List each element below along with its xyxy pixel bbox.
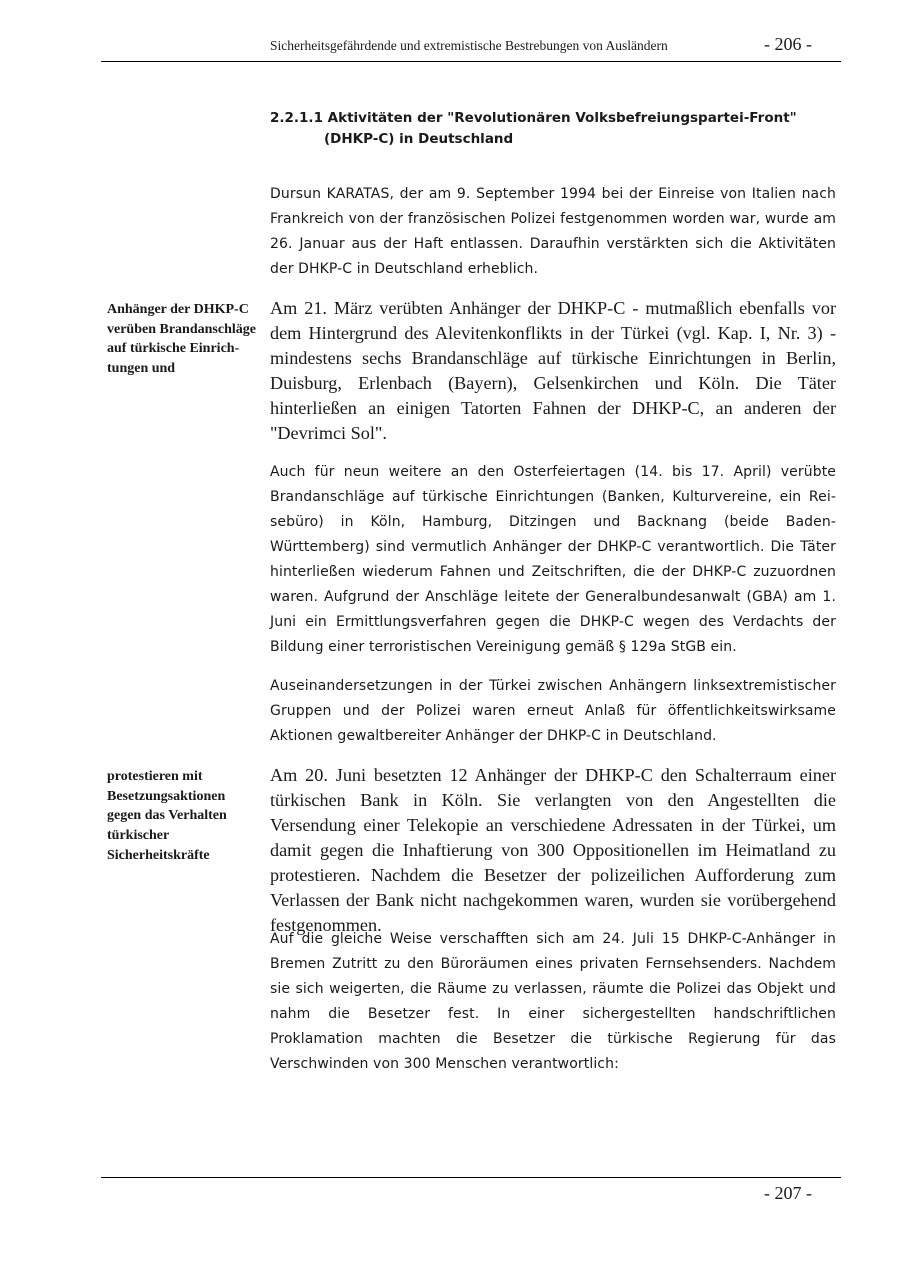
paragraph-cologne-bank: Am 20. Juni besetzten 12 Anhänger der DHKP-C den Schalterraum einer türkischen Bank in Köln. Sie verlangten von den Angestellten die Versendung einer Telekopie an verschiedene Adressaten in der Türkei, um damit gegen die Inhaftierung von 300 Oppositionellen im Heimatland zu protestieren. Nachdem die Besetzer der polizeilichen Aufforderung zum Verlassen der Bank nicht nachgekommen waren, wurden sie vorübergehend festgenommen. xyxy=(270,765,836,935)
margin-note-occupations: protestieren mit Besetzungsaktionen gegen das Verhalten türkischer Sicherheitskräfte xyxy=(107,769,227,863)
header-rule xyxy=(101,61,841,62)
paragraph-march-attacks: Am 21. März verübten Anhänger der DHKP-C - mutmaßlich ebenfalls vor dem Hintergrund des Alevitenkonflikts in der Türkei (vgl. Kap. I, Nr. 3) - mindestens sechs Brandanschläge auf türkische Einrichtungen in Berlin, Duisburg, Erlenbach (Bayern), Gelsenkirchen und Köln. Die Täter hinterließen an einigen Tatorten Fahnen der DHKP-C, an anderen der "Devrimci Sol". xyxy=(270,298,836,443)
paragraph-easter-attacks: Auch für neun weitere an den Osterfeiertagen (14. bis 17. April) verübte Brandanschläge auf türkische Einrichtungen (Banken, Kulturvereine, ein Rei-sebüro) in Köln, Hamburg, Ditzingen und Backnang (beide Baden-Württemberg) sind vermutlich Anhänger der DHKP-C verantwortlich. Die Täter hinterließen wiederum Fahnen und Zeitschriften, die der DHKP-C zuzuordnen waren. Aufgrund der Anschläge leitete der Generalbundesanwalt (GBA) am 1. Juni ein Ermittlungsverfahren gegen die DHKP-C wegen des Verdachts der Bildung einer terroristischen Vereinigung gemäß § 129a StGB ein. xyxy=(270,464,836,655)
footer-rule xyxy=(101,1177,841,1178)
page-header-title: Sicherheitsgefährdende und extremistische Bestrebungen von Ausländern xyxy=(270,38,668,53)
page-header-number: - 206 - xyxy=(764,34,812,54)
section-heading: 2.2.1.1 Aktivitäten der "Revolutionären Volksbefreiungspartei-Front" (DHKP-C) in Deutschland xyxy=(270,110,797,147)
paragraph-karatas: Dursun KARATAS, der am 9. September 1994 bei der Einreise von Italien nach Frankreich von der französischen Polizei festgenommen worden war, wurde am 26. Januar aus der Haft entlassen. Daraufhin verstärkten sich die Aktivitäten der DHKP-C in Deutschland erheblich. xyxy=(270,186,836,277)
paragraph-conflicts: Auseinandersetzungen in der Türkei zwischen Anhängern linksextremistischer Gruppen und der Polizei waren erneut Anlaß für öffentlichkeitswirksame Aktionen gewaltbereiter Anhänger der DHKP-C in Deutschland. xyxy=(270,678,836,744)
paragraph-bremen-tv: Auf die gleiche Weise verschafften sich am 24. Juli 15 DHKP-C-Anhänger in Bremen Zutritt zu den Büroräumen eines privaten Fernsehsenders. Nachdem sie sich weigerten, die Räume zu verlassen, räumte die Polizei das Objekt und nahm die Besetzer fest. In einer sichergestellten handschriftlichen Proklamation machten die Besetzer die türkische Regierung für das Verschwinden von 300 Menschen verantwortlich: xyxy=(270,931,836,1072)
page-footer-number: - 207 - xyxy=(764,1183,812,1203)
margin-note-arson: Anhänger der DHKP-C verüben Brandanschläge auf türkische Einrich-tungen und xyxy=(107,302,256,377)
